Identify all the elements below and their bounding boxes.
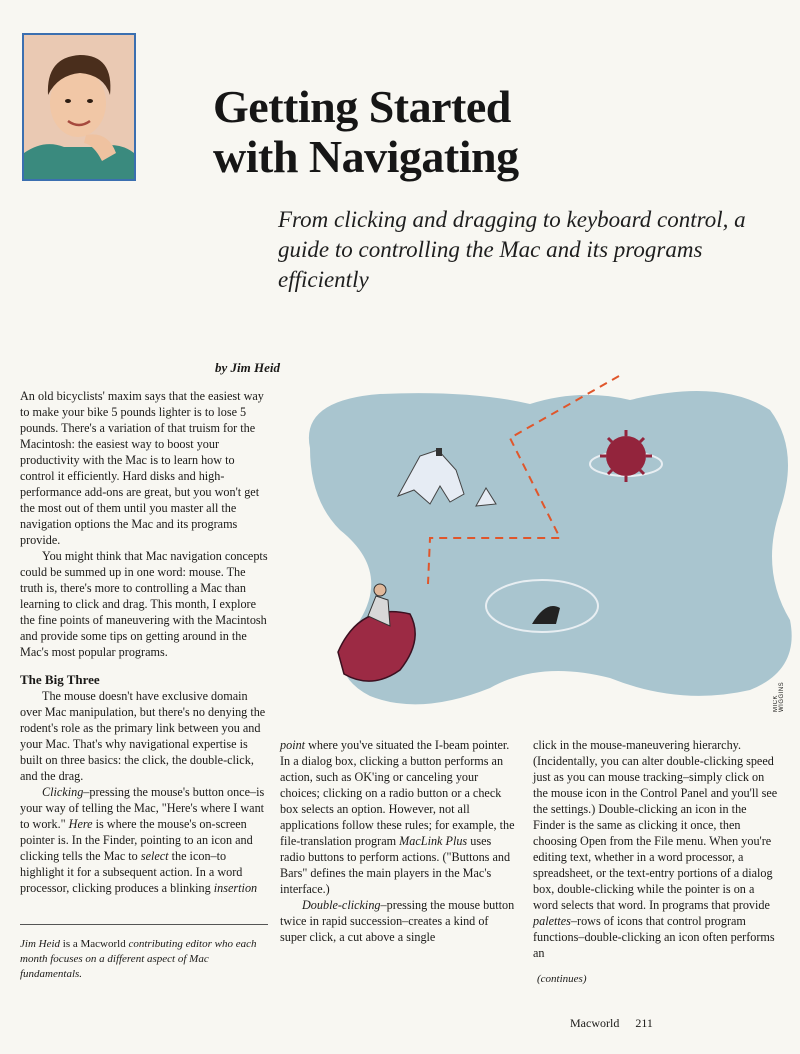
subhead-big-three: The Big Three (20, 672, 100, 687)
article-title (213, 82, 653, 182)
emphasis-point: point (280, 738, 306, 752)
emphasis-insertion: insertion (213, 881, 258, 895)
navigation-illustration (280, 370, 800, 722)
paragraph-clicking-cont: point where you've situated the I-beam pointer. In a dialog box, clicking a button performs an action, such as OK'ing or canceling your choices; clicking on a radio button or a check box selects an option. However, not all applications follow these rules; for example, the file-translation program MacLink Plus uses radio buttons to perform actions. ("Buttons and Bars" defines the main players in the Mac's interface.) (280, 738, 515, 896)
byline: by Jim Heid (215, 360, 280, 375)
author-portrait (22, 33, 136, 181)
author-bio: Jim Heid is a Macworld contributing editor who each month focuses on a different aspect of Mac fundamentals. (20, 938, 257, 980)
term-double-clicking: Double-clicking (302, 898, 381, 912)
footer-magazine: Macworld (570, 1016, 620, 1030)
column-3 (533, 737, 779, 961)
column-1-intro (20, 388, 270, 660)
continues-note: (continues) (537, 973, 587, 985)
title-line-2: with Navigating (213, 131, 519, 182)
term-clicking: Clicking (42, 785, 84, 799)
illustration-credit: MICK WIGGINS (773, 681, 785, 712)
page-footer (570, 1016, 690, 1031)
emphasis-select: select (140, 849, 169, 863)
bio-divider (20, 924, 268, 925)
page-number: 211 (635, 1016, 653, 1030)
emphasis-maclink: MacLink Plus (399, 834, 468, 848)
column-2 (280, 737, 516, 945)
article-subtitle: From clicking and dragging to keyboard control, a guide to controlling the Mac and its programs efficiently (278, 207, 746, 292)
paragraph-double-clicking-cont: click in the mouse-maneuvering hierarchy. (Incidentally, you can alter double-clicking speed just as you can mouse tracking–simply click on the mouse icon in the Control Panel and you'll see the settings.) Double-clicking an icon in the Finder is the same as clicking it once, then choosing Open from the File menu. When you're editing text, whether in a word processor, a spreadsheet, or the text-entry portions of a dialog box, double-clicking while the pointer is on a word selects that word. In programs that provide palettes–rows of icons that control program functions–double-clicking an icon often performs an (533, 738, 778, 960)
paragraph-clicking: Clicking–pressing the mouse's button once–is your way of telling the Mac, "Here's where I want to work." Here is where the mouse's on-screen pointer is. In the Finder, pointing to an icon and clicking tells the Mac to select the icon–to highlight it for a subsequent action. In a word processor, clicking produces a blinking insertion (20, 785, 265, 895)
emphasis-palettes: palettes (533, 914, 571, 928)
title-line-1: Getting Started (213, 81, 511, 132)
paragraph-double-clicking: Double-clicking–pressing the mouse button twice in rapid succession–creates a kind of super click, a cut above a single (280, 898, 515, 944)
column-1-big-three (20, 672, 270, 896)
paragraph-intro: An old bicyclists' maxim says that the easiest way to make your bike 5 pounds lighter is to lose 5 pounds. There's a variation of that truism for the Macintosh: the easiest way to boost your productivity with the Mac is to learn how to control it efficiently. Hard disks and high-performance add-ons are great, but you won't get the most out of them until you master all the navigation options the Mac and its programs provide. (20, 389, 264, 547)
paragraph-mouse: You might think that Mac navigation concepts could be summed up in one word: mouse. The truth is, there's more to controlling a Mac than learning to click and drag. This month, I explore the fine points of maneuvering with the Macintosh and provide some tips on getting around in the Mac's most popular programs. (20, 549, 268, 659)
emphasis-here: Here (68, 817, 93, 831)
bio-magazine: Macworld (80, 938, 126, 950)
paragraph-big-three: The mouse doesn't have exclusive domain over Mac manipulation, but there's no denying the rodent's role as the primary link between you and your Mac. That's why navigational expertise is built on three basics: the click, the double-click, and the drag. (20, 689, 266, 783)
